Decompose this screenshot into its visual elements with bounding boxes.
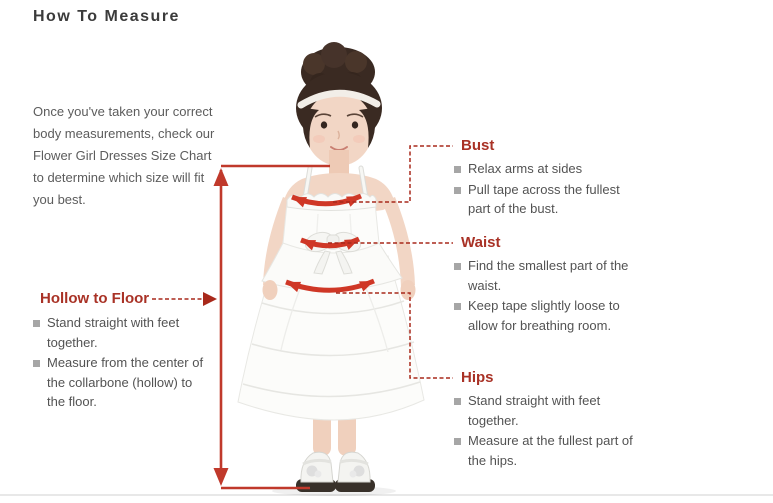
bullet-square-icon bbox=[454, 438, 461, 445]
head bbox=[296, 42, 382, 166]
bullet-text: Stand straight with feet together. bbox=[468, 393, 601, 428]
page-title: How To Measure bbox=[33, 8, 180, 25]
bullet-text: Keep tape slightly loose to allow for breathing room. bbox=[468, 298, 620, 333]
bullet-square-icon bbox=[454, 263, 461, 270]
list-item bbox=[454, 391, 636, 430]
bullet-square-icon bbox=[454, 303, 461, 310]
bullet-square-icon bbox=[33, 360, 40, 367]
list-item bbox=[454, 159, 636, 179]
shoes bbox=[296, 452, 375, 492]
bullet-square-icon bbox=[33, 320, 40, 327]
bullet-square-icon bbox=[454, 166, 461, 173]
hips-bullets bbox=[454, 391, 636, 471]
bullet-text: Find the smallest part of the waist. bbox=[468, 258, 629, 293]
list-item bbox=[454, 431, 636, 470]
bust-heading: Bust bbox=[461, 137, 495, 154]
bullet-square-icon bbox=[454, 398, 461, 405]
list-item bbox=[33, 353, 210, 412]
bust-bullets bbox=[454, 159, 636, 220]
bullet-text: Measure from the center of the collarbone (hollow) to the floor. bbox=[47, 355, 204, 409]
hollow-to-floor-heading: Hollow to Floor bbox=[40, 290, 150, 307]
bullet-text: Pull tape across the fullest part of the bust. bbox=[468, 181, 620, 216]
bullet-text: Measure at the fullest part of the hips. bbox=[468, 433, 633, 468]
list-item bbox=[454, 256, 636, 295]
list-item bbox=[454, 296, 636, 335]
list-item bbox=[454, 180, 636, 219]
hips-heading: Hips bbox=[461, 369, 494, 386]
waist-heading: Waist bbox=[461, 234, 501, 251]
bullet-text: Relax arms at sides bbox=[468, 161, 583, 176]
hollow-connector-arrowhead bbox=[203, 292, 217, 306]
flower-girl-photo bbox=[238, 42, 424, 496]
waist-bullets bbox=[454, 256, 636, 336]
hollow-to-floor-bullets bbox=[33, 313, 210, 413]
bullet-text: Stand straight with feet together. bbox=[47, 315, 180, 350]
intro-text: Once you've taken your correct body measurements, check our Flower Girl Dresses Size Chart to determine which size will fit you best. bbox=[33, 104, 215, 207]
list-item bbox=[33, 313, 210, 352]
bullet-square-icon bbox=[454, 187, 461, 194]
